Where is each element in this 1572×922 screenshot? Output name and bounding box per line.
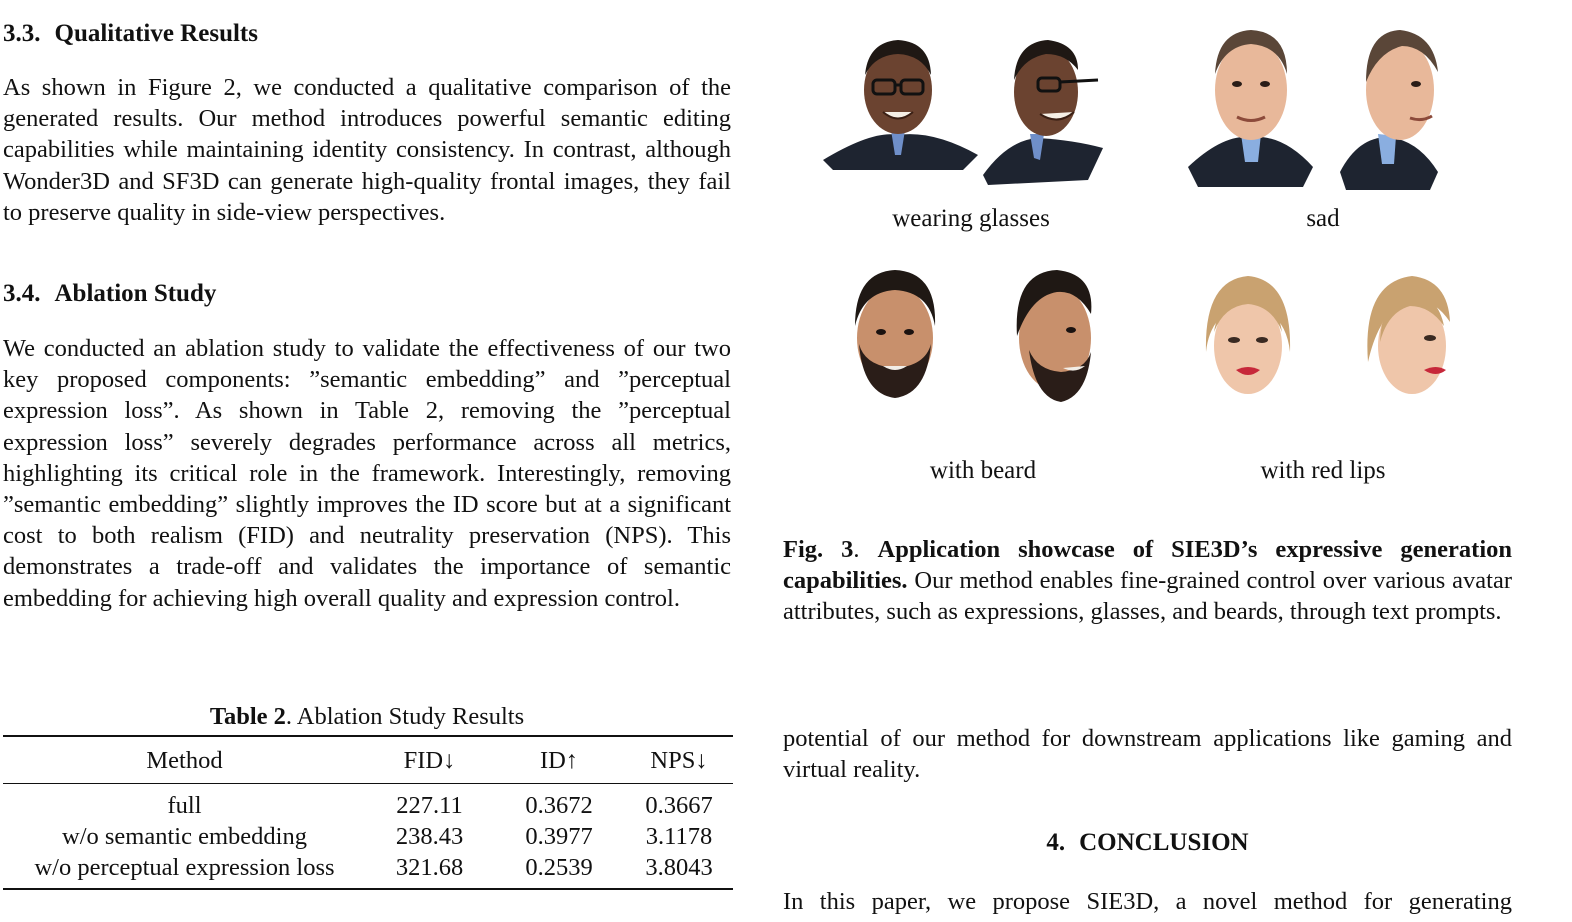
table-header-row [3, 736, 733, 784]
face-red-lips-side-image [1358, 272, 1458, 417]
cell-id: 0.3977 [525, 823, 593, 850]
header-id: ID↑ [539, 746, 579, 774]
cell-fid: 227.11 [396, 792, 463, 819]
table-caption: Table 2. Ablation Study Results [209, 703, 525, 730]
cell-fid: 321.68 [395, 854, 464, 881]
face-sad-front-image [1183, 22, 1318, 192]
label-with-beard: with beard [929, 457, 1037, 484]
cell-id: 0.3672 [525, 792, 593, 819]
continued-paragraph: potential of our method for downstream applications like gaming and virtual reality. [783, 725, 1512, 784]
section-heading-3-3: 3.3. Qualitative Results [3, 20, 258, 47]
face-glasses-front-image [813, 30, 983, 190]
figure-caption: Fig. 3. Application showcase of SIE3D’s expressive generation capabilities. Our method enables fine-grained control over various avatar attributes, such as expressions, glasses, and beards, through text prompts. [783, 536, 1513, 626]
cell-fid: 238.43 [395, 823, 464, 850]
cell-method: w/o semantic embedding [62, 823, 307, 850]
table-row [3, 784, 733, 822]
header-nps: NPS↓ [650, 746, 708, 774]
label-with-red-lips: with red lips [1260, 457, 1386, 484]
header-method: Method [146, 746, 223, 774]
conclusion-paragraph: In this paper, we propose SIE3D, a novel method for generating [783, 888, 1512, 915]
label-sad: sad [1306, 205, 1340, 232]
face-glasses-side-image [978, 30, 1108, 190]
section-heading-3-4: 3.4. Ablation Study [3, 280, 217, 307]
cell-nps: 0.3667 [645, 792, 713, 819]
table-row [3, 821, 733, 852]
face-red-lips-front-image [1198, 272, 1298, 417]
table-row [3, 852, 733, 889]
face-beard-side-image [1005, 266, 1105, 416]
cell-method: w/o perceptual expression loss [34, 854, 335, 881]
cell-method: full [167, 792, 202, 819]
section-heading-4: 4. CONCLUSION [1046, 829, 1249, 856]
header-fid: FID↓ [403, 746, 456, 774]
qualitative-results-paragraph: As shown in Figure 2, we conducted a qualitative comparison of the generated results. Our method introduces powerful semantic editing capabilities while maintaining identity consistency. In contrast, although Wonder3D and SF3D can generate high-quality frontal images, they fail to preserve quality in side-view perspectives. [3, 74, 731, 226]
label-wearing-glasses: wearing glasses [892, 205, 1050, 232]
cell-id: 0.2539 [525, 854, 593, 881]
ablation-table [3, 735, 733, 890]
face-beard-front-image [845, 266, 945, 416]
cell-nps: 3.1178 [645, 823, 713, 850]
ablation-study-paragraph: We conducted an ablation study to validate the effectiveness of our two key proposed components: ”semantic embedding” and ”perceptual expression loss”. As shown in Table 2, removing the ”perceptual expression loss” severely degrades performance across all metrics, highlighting its critical role in the framework. Interestingly, removing ”semantic embedding” slightly improves the ID score but at a significant cost to both realism (FID) and neutrality preservation (NPS). This demonstrates a trade-off and validates the importance of semantic embedding for achieving high overall quality and expression control. [3, 335, 731, 612]
cell-nps: 3.8043 [645, 854, 713, 881]
face-sad-side-image [1338, 22, 1453, 192]
